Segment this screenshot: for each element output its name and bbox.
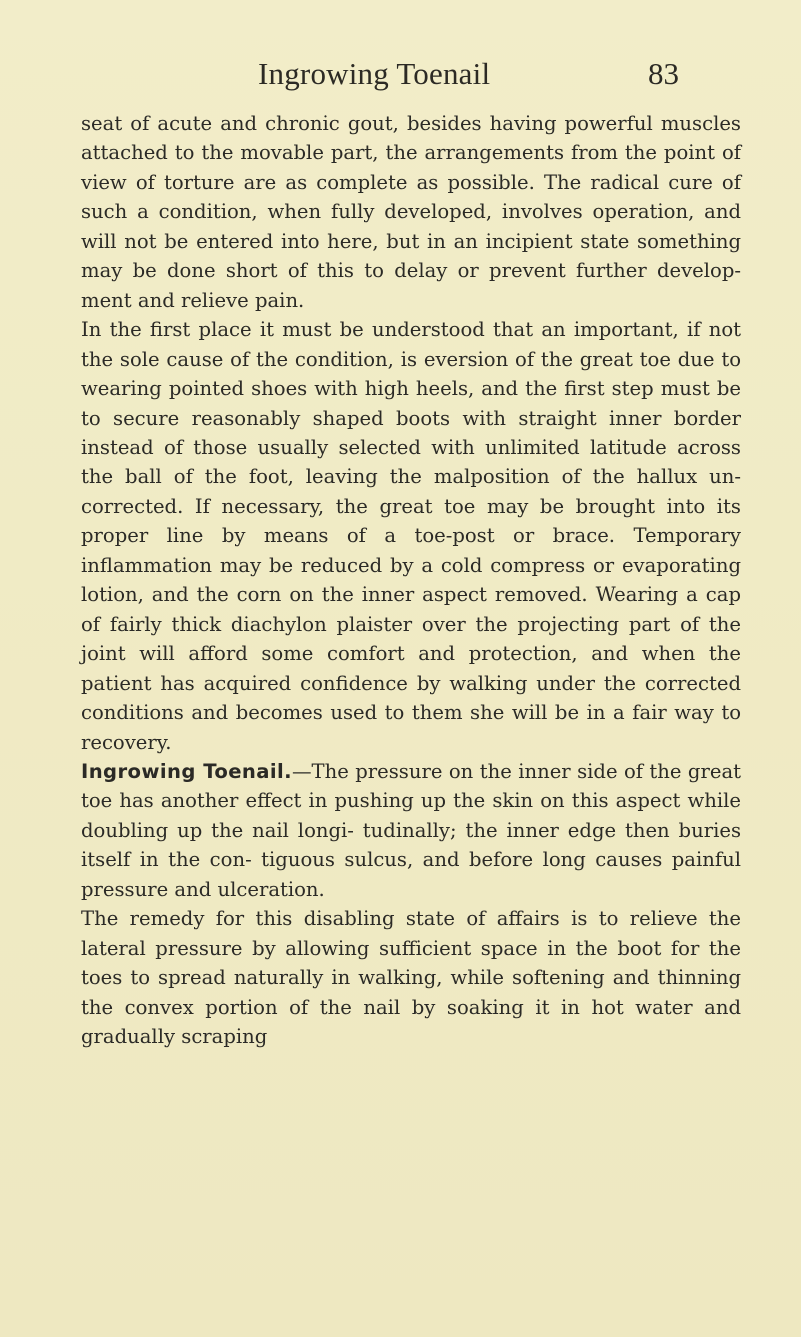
paragraph-ingrowing-toenail	[81, 757, 741, 904]
paragraph-remedy: The remedy for this disabling state of affairs is to relieve the lateral pressure by allowing sufficient space in the boot for the toes to spread naturally in walking, while softening and thinning the convex portion of the nail by soaking it in hot water and gradually scraping	[81, 907, 741, 1049]
page-number: 83	[648, 56, 679, 91]
paragraph-first-place: In the first place it must be understood that an important, if not the sole cause of the condition, is eversion of the great toe due to wearing pointed shoes with high heels, and the first step must be to secure reasonably shaped boots with straight inner border instead of those usually selected with unlimited latitude across the ball of the foot, leaving the malposition of the hallux un- corrected. If necessary, the great toe may be brought into its proper line by means of a toe-post or brace. Temporary inflammation may be reduced by a cold compress or evaporating lotion, and the corn on the inner aspect removed. Wearing a cap of fairly thick diachylon plaister over the projecting part of the joint will afford some comfort and protection, and when the patient has acquired confidence by walking under the corrected conditions and becomes used to them she will be in a fair way to recovery.	[81, 318, 741, 754]
running-head	[0, 56, 801, 96]
running-title: Ingrowing Toenail	[258, 56, 491, 91]
section-heading: Ingrowing Toenail.	[81, 759, 292, 783]
body-text	[81, 109, 741, 1052]
section-paragraph-text: —The pressure on the inner side of the great toe has another effect in pushing up the skin on this aspect while doubling up the nail longi- tudinally; the inner edge then buries itself in the con- tiguous sulcus, and before long causes painful pressure and ulceration.	[81, 759, 741, 901]
paragraph-gout-continuation: seat of acute and chronic gout, besides having powerful muscles attached to the movable part, the arrangements from the point of view of torture are as complete as possible. The radical cure of such a condition, when fully developed, involves operation, and will not be entered into here, but in an incipient state something may be done short of this to delay or prevent further develop- ment and relieve pain.	[81, 112, 741, 312]
